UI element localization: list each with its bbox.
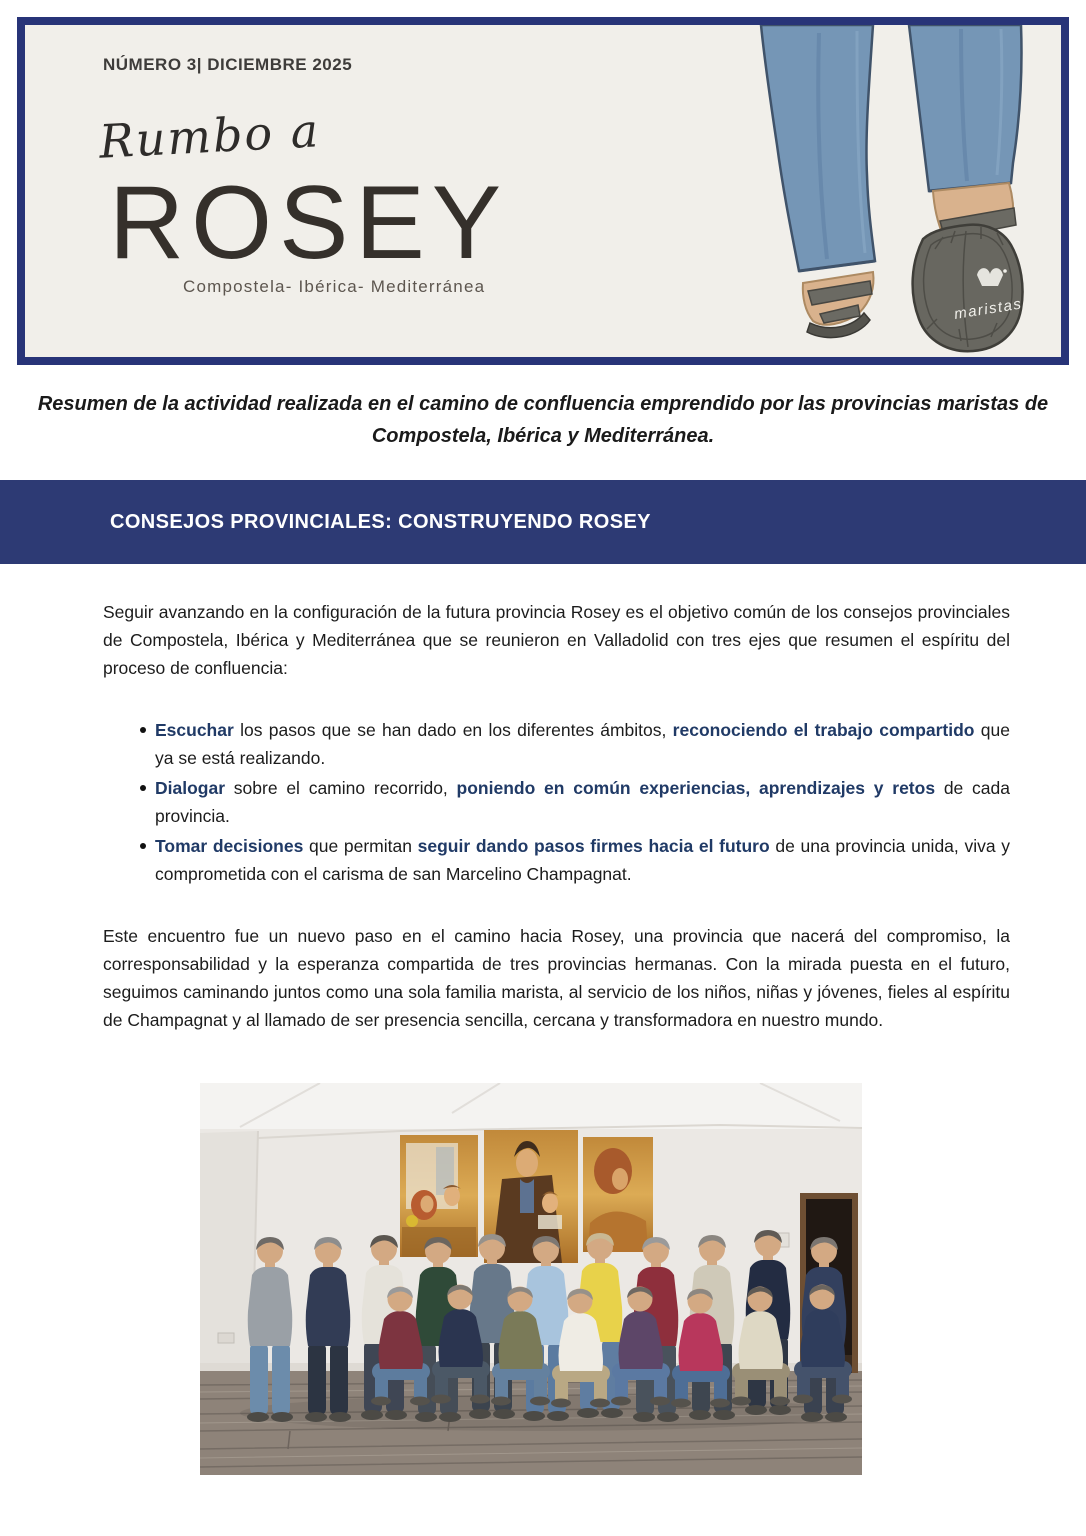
bullet-text: de una provincia unida, viva y comprometida con el carisma de san Marcelino Champagnat. (155, 836, 1010, 884)
walking-legs-illustration (661, 25, 1061, 357)
bullet-bold: poniendo en común experiencias, aprendizajes y retos (456, 778, 936, 798)
bullet-bold: Dialogar (155, 778, 226, 798)
intro-summary (0, 388, 1086, 452)
page-title: ROSEY (109, 165, 509, 281)
bullet-bold: Tomar decisiones (155, 836, 304, 856)
section-band (0, 480, 1086, 564)
bullet-marker (140, 785, 146, 791)
paragraph-2: Este encuentro fue un nuevo paso en el camino hacia Rosey, una provincia que nacerá del compromiso, la corresponsabilidad y la esperanza compartida de tres provincias hermanas. Con la mirada puesta en el futuro, seguimos caminando juntos como una sola familia marista, al servicio de los niños, niñas y jóvenes, fieles al espíritu de Champagnat y al llamado de ser presencia sencilla, cercana y transformadora en nuestro mundo. (103, 926, 1010, 1030)
bullet-text: que permitan (303, 836, 418, 856)
bullet-list (103, 716, 1010, 888)
group-photo (200, 1083, 862, 1475)
bullet-bold: reconociendo el trabajo compartido (672, 720, 975, 740)
masthead (17, 17, 1069, 365)
bullet-marker (140, 843, 146, 849)
intro-line-1: Resumen de la actividad realizada en el camino de confluencia emprendido por las provincias maristas de (37, 393, 1049, 415)
intro-line-2: Compostela, Ibérica y Mediterránea. (371, 425, 715, 447)
photo-ceiling (200, 1083, 862, 1129)
masthead-subtitle: Compostela- Ibérica- Mediterránea (183, 277, 486, 296)
back-leg (761, 25, 875, 338)
bullet-item (103, 774, 1010, 830)
front-leg (909, 25, 1023, 351)
bullet-item (103, 716, 1010, 772)
article (103, 598, 1010, 1034)
paragraph-1: Seguir avanzando en la configuración de la futura provincia Rosey es el objetivo común de los consejos provinciales de Compostela, Ibérica y Mediterránea que se reunieron en Valladolid con tres ejes que resumen el espíritu del proceso de confluencia: (103, 602, 1010, 678)
script-title: Rumbo a (97, 103, 322, 169)
bullet-bold: seguir dando pasos firmes hacia el futuro (417, 836, 770, 856)
bullet-text: de cada provincia. (155, 778, 1010, 826)
section-heading: CONSEJOS PROVINCIALES: CONSTRUYENDO ROSEY (110, 510, 651, 533)
wall-outlet (218, 1333, 234, 1343)
bullet-marker (140, 727, 146, 733)
bullet-text: los pasos que se han dado en los diferentes ámbitos, (233, 720, 673, 740)
issue-line: NÚMERO 3| DICIEMBRE 2025 (103, 55, 353, 74)
shoe-brand-text: maristas (952, 295, 1024, 323)
bullet-item (103, 832, 1010, 888)
bullet-bold: Escuchar (155, 720, 234, 740)
bullet-text: que ya se está realizando. (155, 720, 1011, 768)
bullet-text: sobre el camino recorrido, (225, 778, 457, 798)
